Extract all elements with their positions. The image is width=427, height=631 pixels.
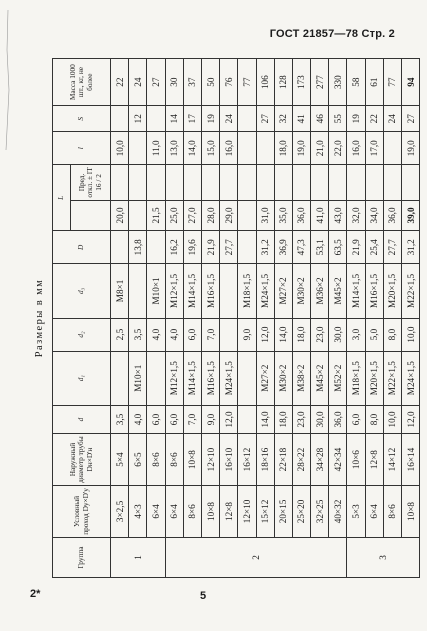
cell-outer: 16×12 <box>238 434 256 486</box>
table-body <box>111 59 420 578</box>
cell-L: 39,0 <box>402 200 420 231</box>
group-cell: 2 <box>165 537 347 577</box>
cell-l: 21,0 <box>311 132 329 165</box>
cell-l: 16,0 <box>347 132 365 165</box>
cell-d3: М14×1,5 <box>183 264 201 318</box>
cell-L-dev <box>201 165 219 200</box>
cell-d2: 12,0 <box>256 318 274 351</box>
cell-d: 7,0 <box>183 405 201 433</box>
cell-d: 3,5 <box>111 405 129 433</box>
cell-l: 19,0 <box>292 132 310 165</box>
cell-l <box>238 132 256 165</box>
cell-dy: 12×8 <box>220 486 238 538</box>
cell-L: 36,0 <box>383 200 401 231</box>
col-S-header: S <box>53 106 111 132</box>
cell-D: 36,9 <box>274 231 292 264</box>
cell-S: 46 <box>311 106 329 132</box>
cell-mass: 24 <box>129 59 147 106</box>
cell-d1: М24×1,5 <box>402 351 420 405</box>
cell-outer: 16×14 <box>402 434 420 486</box>
cell-d1 <box>238 351 256 405</box>
cell-l: 18,0 <box>274 132 292 165</box>
cell-d3: М27×2 <box>274 264 292 318</box>
col-d2-header: d₂ <box>53 318 111 351</box>
cell-outer: 12×8 <box>365 434 383 486</box>
cell-mass: 94 <box>402 59 420 106</box>
cell-mass: 61 <box>365 59 383 106</box>
group-cell: 1 <box>111 537 166 577</box>
col-group-header: Группа <box>53 537 111 577</box>
cell-d2: 23,0 <box>311 318 329 351</box>
table-caption: Размеры в мм <box>34 278 45 358</box>
cell-d3: М45×2 <box>329 264 347 318</box>
cell-l: 22,0 <box>329 132 347 165</box>
cell-S: 22 <box>365 106 383 132</box>
cell-d2: 8,0 <box>383 318 401 351</box>
cell-d2: 7,0 <box>201 318 219 351</box>
rotated-table-region <box>34 58 416 578</box>
cell-outer: 16×10 <box>220 434 238 486</box>
cell-L-dev <box>311 165 329 200</box>
table-row <box>402 59 420 578</box>
cell-S: 19 <box>201 106 219 132</box>
table-row <box>220 59 238 578</box>
col-l-header: l <box>53 132 111 165</box>
table-row <box>111 59 129 578</box>
cell-L-dev <box>183 165 201 200</box>
cell-outer: 12×10 <box>201 434 219 486</box>
scan-artifact <box>4 10 12 210</box>
cell-L: 41,0 <box>311 200 329 231</box>
cell-l: 17,0 <box>365 132 383 165</box>
cell-L-dev <box>256 165 274 200</box>
table-row <box>256 59 274 578</box>
cell-d2: 4,0 <box>147 318 165 351</box>
cell-d3: М20×1,5 <box>383 264 401 318</box>
cell-d: 30,0 <box>311 405 329 433</box>
cell-outer: 10×6 <box>347 434 365 486</box>
cell-dy: 4×3 <box>129 486 147 538</box>
cell-mass: 27 <box>147 59 165 106</box>
cell-mass: 106 <box>256 59 274 106</box>
col-D-header: D <box>53 231 111 264</box>
cell-L: 43,0 <box>329 200 347 231</box>
cell-outer: 8×6 <box>165 434 183 486</box>
cell-d1: М45×2 <box>311 351 329 405</box>
cell-d: 10,0 <box>383 405 401 433</box>
cell-L-dev <box>129 165 147 200</box>
table-row <box>347 59 365 578</box>
cell-D: 31,2 <box>256 231 274 264</box>
table-row <box>329 59 347 578</box>
cell-l <box>383 132 401 165</box>
cell-S: 27 <box>402 106 420 132</box>
cell-L: 20,0 <box>111 200 129 231</box>
footer-mark: 2* <box>30 588 41 600</box>
table-row <box>129 59 147 578</box>
cell-S: 24 <box>383 106 401 132</box>
cell-d1 <box>111 351 129 405</box>
cell-mass: 277 <box>311 59 329 106</box>
cell-D: 63,5 <box>329 231 347 264</box>
cell-D: 25,4 <box>365 231 383 264</box>
cell-L-dev <box>238 165 256 200</box>
cell-d3: М30×2 <box>292 264 310 318</box>
cell-dy: 12×10 <box>238 486 256 538</box>
cell-d2: 18,0 <box>292 318 310 351</box>
cell-d3: М16×1,5 <box>201 264 219 318</box>
cell-d2: 3,5 <box>129 318 147 351</box>
cell-l <box>129 132 147 165</box>
cell-D: 16,2 <box>165 231 183 264</box>
table-row <box>201 59 219 578</box>
cell-d1: М20×1,5 <box>365 351 383 405</box>
cell-L-dev <box>402 165 420 200</box>
col-L-dev-header: Пред. откл. ± IT 16 / 2 <box>71 165 111 200</box>
cell-d: 36,0 <box>329 405 347 433</box>
cell-d1: М30×2 <box>274 351 292 405</box>
cell-d1: М10×1 <box>129 351 147 405</box>
cell-S: 14 <box>165 106 183 132</box>
cell-S: 19 <box>347 106 365 132</box>
cell-L: 31,0 <box>256 200 274 231</box>
cell-d3: М22×1,5 <box>402 264 420 318</box>
cell-l: 19,0 <box>402 132 420 165</box>
cell-d1: М24×1,5 <box>220 351 238 405</box>
cell-d2: 10,0 <box>402 318 420 351</box>
cell-outer: 6×5 <box>129 434 147 486</box>
cell-dy: 25×20 <box>292 486 310 538</box>
cell-d <box>238 405 256 433</box>
cell-d2: 14,0 <box>274 318 292 351</box>
cell-L <box>238 200 256 231</box>
cell-l: 15,0 <box>201 132 219 165</box>
cell-d1: М38×2 <box>292 351 310 405</box>
cell-l: 13,0 <box>165 132 183 165</box>
cell-dy: 6×4 <box>147 486 165 538</box>
cell-l: 11,0 <box>147 132 165 165</box>
cell-L: 29,0 <box>220 200 238 231</box>
col-dy-header: Условный проход Dу×D'у <box>53 486 111 538</box>
dimensions-table <box>52 58 420 578</box>
cell-dy: 6×4 <box>365 486 383 538</box>
cell-D: 31,2 <box>402 231 420 264</box>
cell-L: 28,0 <box>201 200 219 231</box>
cell-l: 10,0 <box>111 132 129 165</box>
cell-d1 <box>147 351 165 405</box>
col-mass-header: Масса 1000 шт., кг, не более <box>53 59 111 106</box>
cell-L-dev <box>147 165 165 200</box>
cell-outer: 10×8 <box>183 434 201 486</box>
cell-dy: 3×2,5 <box>111 486 129 538</box>
cell-dy: 8×6 <box>383 486 401 538</box>
cell-mass: 22 <box>111 59 129 106</box>
cell-outer: 22×18 <box>274 434 292 486</box>
col-d3-header: d₃ <box>53 264 111 318</box>
cell-d1: М16×1,5 <box>201 351 219 405</box>
cell-S <box>147 106 165 132</box>
cell-mass: 173 <box>292 59 310 106</box>
cell-dy: 8×6 <box>183 486 201 538</box>
table-row <box>311 59 329 578</box>
cell-D: 27,7 <box>220 231 238 264</box>
table-row <box>292 59 310 578</box>
cell-d1: М14×1,5 <box>183 351 201 405</box>
cell-L-dev <box>220 165 238 200</box>
cell-d3: М24×1,5 <box>256 264 274 318</box>
cell-d2: 2,5 <box>111 318 129 351</box>
cell-d3: М18×1,5 <box>238 264 256 318</box>
cell-mass: 76 <box>220 59 238 106</box>
cell-D: 53,1 <box>311 231 329 264</box>
table-row <box>383 59 401 578</box>
cell-dy: 20×15 <box>274 486 292 538</box>
table-row <box>274 59 292 578</box>
cell-mass: 77 <box>383 59 401 106</box>
cell-D: 47,3 <box>292 231 310 264</box>
cell-d: 23,0 <box>292 405 310 433</box>
cell-d3: М10×1 <box>147 264 165 318</box>
cell-d: 18,0 <box>274 405 292 433</box>
document-header: ГОСТ 21857—78 Стр. 2 <box>269 28 395 40</box>
cell-S: 41 <box>292 106 310 132</box>
cell-dy: 32×25 <box>311 486 329 538</box>
cell-d2: 3,0 <box>347 318 365 351</box>
cell-outer: 42×34 <box>329 434 347 486</box>
cell-d2: 30,0 <box>329 318 347 351</box>
cell-D <box>147 231 165 264</box>
table-row <box>183 59 201 578</box>
cell-d: 12,0 <box>402 405 420 433</box>
cell-D: 21,9 <box>347 231 365 264</box>
cell-L: 21,5 <box>147 200 165 231</box>
col-L-header: L <box>53 165 71 231</box>
cell-d: 12,0 <box>220 405 238 433</box>
cell-L-dev <box>292 165 310 200</box>
cell-mass: 128 <box>274 59 292 106</box>
cell-L-dev <box>165 165 183 200</box>
table-row <box>238 59 256 578</box>
cell-L: 36,0 <box>292 200 310 231</box>
cell-D: 27,7 <box>383 231 401 264</box>
cell-d1: М22×1,5 <box>383 351 401 405</box>
cell-S: 17 <box>183 106 201 132</box>
cell-L <box>129 200 147 231</box>
cell-S <box>238 106 256 132</box>
cell-dy: 15×12 <box>256 486 274 538</box>
cell-d: 8,0 <box>365 405 383 433</box>
cell-L-dev <box>365 165 383 200</box>
cell-D: 13,8 <box>129 231 147 264</box>
cell-d: 4,0 <box>129 405 147 433</box>
cell-L-dev <box>329 165 347 200</box>
cell-outer: 34×28 <box>311 434 329 486</box>
cell-dy: 10×8 <box>201 486 219 538</box>
table-row <box>147 59 165 578</box>
cell-L: 32,0 <box>347 200 365 231</box>
group-cell: 3 <box>347 537 420 577</box>
cell-d3: М12×1,5 <box>165 264 183 318</box>
cell-S: 12 <box>129 106 147 132</box>
cell-outer: 28×22 <box>292 434 310 486</box>
col-d1-header: d₁ <box>53 351 111 405</box>
cell-l: 14,0 <box>183 132 201 165</box>
cell-outer: 14×12 <box>383 434 401 486</box>
cell-D: 19,6 <box>183 231 201 264</box>
cell-mass: 77 <box>238 59 256 106</box>
cell-dy: 40×32 <box>329 486 347 538</box>
cell-mass: 50 <box>201 59 219 106</box>
cell-mass: 30 <box>165 59 183 106</box>
cell-L-dev <box>274 165 292 200</box>
cell-d2 <box>220 318 238 351</box>
cell-D <box>111 231 129 264</box>
cell-d: 9,0 <box>201 405 219 433</box>
cell-d: 6,0 <box>147 405 165 433</box>
cell-S: 27 <box>256 106 274 132</box>
col-L-nominal-header <box>71 200 111 231</box>
cell-outer: 18×16 <box>256 434 274 486</box>
cell-d: 6,0 <box>347 405 365 433</box>
cell-S: 24 <box>220 106 238 132</box>
cell-L-dev <box>347 165 365 200</box>
cell-D <box>238 231 256 264</box>
cell-L: 25,0 <box>165 200 183 231</box>
cell-d3: М8×1 <box>111 264 129 318</box>
cell-d2: 6,0 <box>183 318 201 351</box>
cell-d3 <box>129 264 147 318</box>
cell-dy: 6×4 <box>165 486 183 538</box>
cell-L: 34,0 <box>365 200 383 231</box>
table-row <box>165 59 183 578</box>
cell-mass: 330 <box>329 59 347 106</box>
cell-d1: М18×1,5 <box>347 351 365 405</box>
cell-l <box>256 132 274 165</box>
cell-L-dev <box>383 165 401 200</box>
cell-d1: М12×1,5 <box>165 351 183 405</box>
cell-D: 21,9 <box>201 231 219 264</box>
cell-L: 35,0 <box>274 200 292 231</box>
page-number: 5 <box>200 590 207 602</box>
cell-d3: М14×1,5 <box>347 264 365 318</box>
cell-L-dev <box>111 165 129 200</box>
cell-outer: 5×4 <box>111 434 129 486</box>
cell-d3 <box>220 264 238 318</box>
cell-outer: 8×6 <box>147 434 165 486</box>
cell-d3: М16×1,5 <box>365 264 383 318</box>
col-outer-header: Наружный диаметр трубы Dн×D'н <box>53 434 111 486</box>
col-d-header: d <box>53 405 111 433</box>
cell-d2: 4,0 <box>165 318 183 351</box>
cell-dy: 10×8 <box>402 486 420 538</box>
cell-S: 32 <box>274 106 292 132</box>
cell-d: 6,0 <box>165 405 183 433</box>
cell-d1: М27×2 <box>256 351 274 405</box>
cell-S <box>111 106 129 132</box>
cell-d2: 5,0 <box>365 318 383 351</box>
cell-d1: М52×2 <box>329 351 347 405</box>
cell-d: 14,0 <box>256 405 274 433</box>
cell-mass: 58 <box>347 59 365 106</box>
cell-S: 55 <box>329 106 347 132</box>
cell-dy: 5×3 <box>347 486 365 538</box>
cell-l: 16,0 <box>220 132 238 165</box>
table-row <box>365 59 383 578</box>
cell-d3: М36×2 <box>311 264 329 318</box>
cell-mass: 37 <box>183 59 201 106</box>
cell-L: 27,0 <box>183 200 201 231</box>
cell-d2: 9,0 <box>238 318 256 351</box>
